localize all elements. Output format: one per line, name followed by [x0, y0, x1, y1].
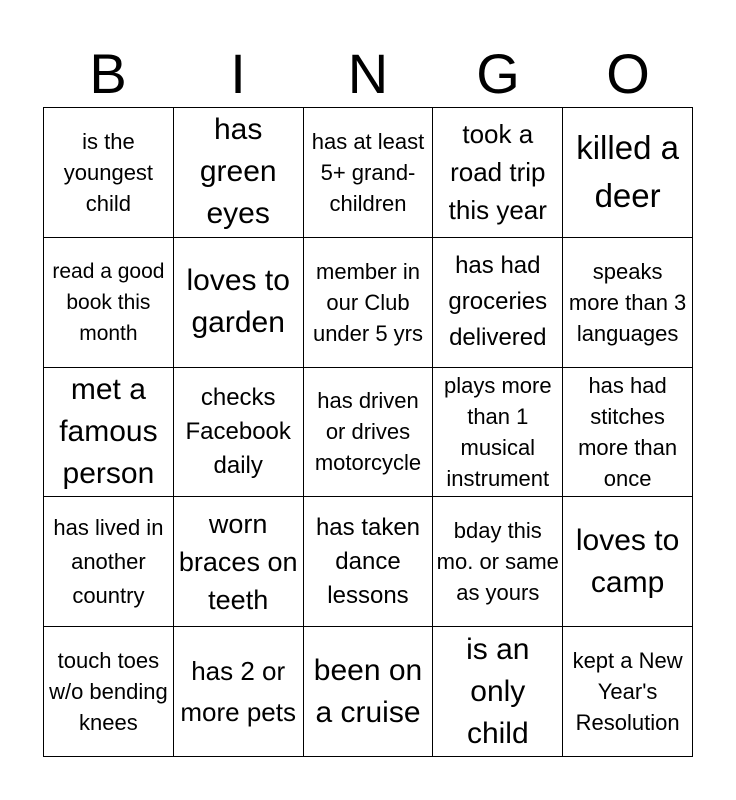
cell-text: has green eyes: [199, 113, 277, 231]
header-letter-o: O: [606, 42, 650, 105]
bingo-cell-r5-c4[interactable]: [433, 627, 563, 757]
bingo-cell-r3-c3[interactable]: [304, 368, 434, 498]
bingo-cell-r4-c1[interactable]: [44, 497, 174, 627]
cell-text: took a road trip this year: [448, 119, 547, 226]
cell-text: checks Facebook daily: [185, 383, 291, 479]
cell-text: has had groceries delivered: [448, 252, 548, 352]
bingo-cell-r3-c2[interactable]: [174, 368, 304, 498]
cell-text: bday this mo. or same as yours: [436, 518, 559, 606]
bingo-cell-r1-c2[interactable]: [174, 108, 304, 238]
bingo-cell-r3-c1[interactable]: [44, 368, 174, 498]
cell-text: has driven or drives motorcycle: [314, 388, 422, 476]
cell-text: has had stitches more than once: [578, 372, 678, 491]
cell-text: read a good book this month: [52, 259, 165, 345]
bingo-cell-r4-c2[interactable]: [174, 497, 304, 627]
cell-text: has lived in another country: [53, 514, 164, 608]
cell-text: worn braces on teeth: [178, 508, 298, 615]
bingo-cell-r1-c5[interactable]: [563, 108, 693, 238]
cell-text: been on a cruise: [313, 653, 423, 729]
cell-text: is the youngest child: [63, 128, 154, 216]
bingo-cell-r3-c4[interactable]: [433, 368, 563, 498]
bingo-cell-r5-c5[interactable]: [563, 627, 693, 757]
bingo-header: [43, 42, 693, 106]
bingo-cell-r2-c3[interactable]: [304, 238, 434, 368]
cell-text: kept a New Year's Resolution: [572, 648, 683, 736]
bingo-cell-r5-c1[interactable]: [44, 627, 174, 757]
cell-text: touch toes w/o bending knees: [49, 648, 168, 736]
cell-text: met a famous person: [59, 372, 158, 490]
bingo-cell-r1-c3[interactable]: [304, 108, 434, 238]
cell-text: loves to camp: [575, 523, 680, 599]
bingo-cell-r2-c4[interactable]: [433, 238, 563, 368]
header-letter-b: B: [89, 42, 127, 105]
bingo-cell-r4-c5[interactable]: [563, 497, 693, 627]
header-letter-n: N: [347, 42, 389, 105]
bingo-grid: [43, 107, 693, 757]
cell-text: speaks more than 3 languages: [568, 258, 687, 346]
bingo-cell-r4-c3[interactable]: [304, 497, 434, 627]
cell-text: member in our Club under 5 yrs: [312, 258, 424, 346]
header-letter-g: G: [476, 42, 520, 105]
bingo-cell-r5-c2[interactable]: [174, 627, 304, 757]
bingo-cell-r2-c2[interactable]: [174, 238, 304, 368]
cell-text: loves to garden: [186, 264, 290, 340]
cell-text: killed a deer: [576, 129, 679, 215]
cell-text: has at least 5+ grand-children: [311, 128, 425, 216]
cell-text: has 2 or more pets: [180, 655, 296, 727]
cell-text: is an only child: [466, 632, 530, 750]
bingo-cell-r3-c5[interactable]: [563, 368, 693, 498]
bingo-cell-r1-c4[interactable]: [433, 108, 563, 238]
bingo-cell-r5-c3[interactable]: [304, 627, 434, 757]
cell-text: has taken dance lessons: [315, 513, 421, 609]
header-letter-i: I: [230, 42, 246, 105]
bingo-cell-r4-c4[interactable]: [433, 497, 563, 627]
bingo-cell-r1-c1[interactable]: [44, 108, 174, 238]
bingo-cell-r2-c1[interactable]: [44, 238, 174, 368]
bingo-cell-r2-c5[interactable]: [563, 238, 693, 368]
cell-text: plays more than 1 musical instrument: [443, 372, 552, 491]
